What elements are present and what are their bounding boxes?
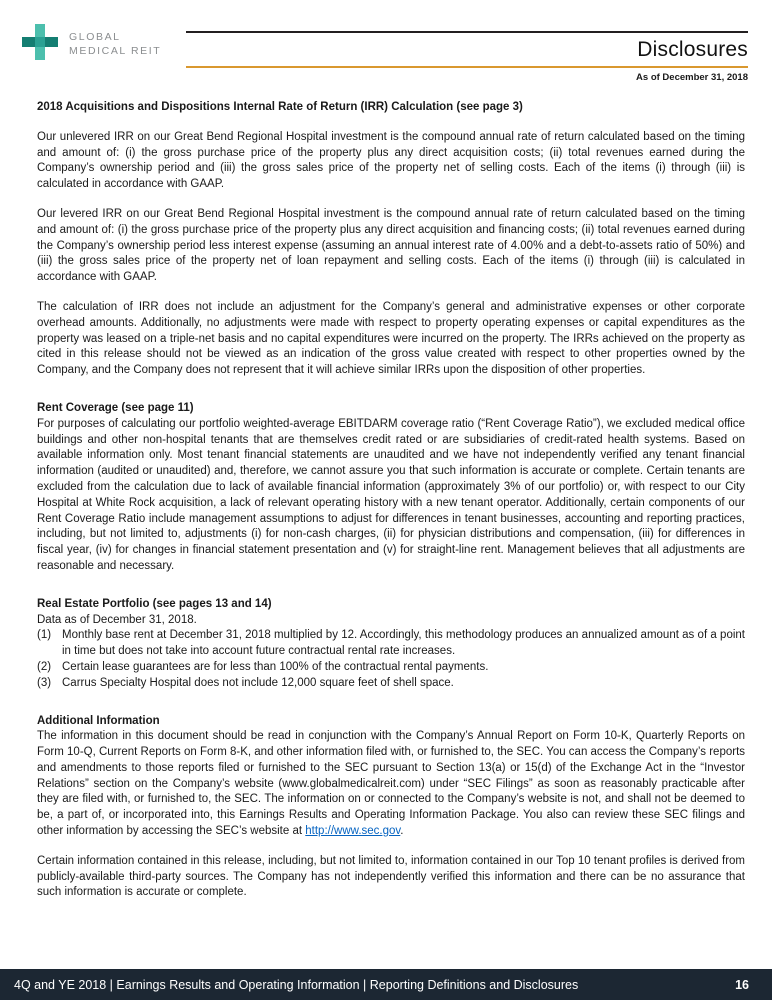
page-title: Disclosures	[637, 38, 748, 61]
company-name-line2: MEDICAL REIT	[69, 44, 162, 57]
section-irr-calculation	[37, 100, 745, 379]
footnote-marker: (2)	[37, 660, 52, 673]
section-heading: Additional Information	[37, 714, 160, 727]
footnote-marker: (1)	[37, 629, 52, 642]
paragraph: Our unlevered IRR on our Great Bend Regional Hospital investment is the compound annual rate of return calculated based on the timing and amount of: (i) the gross purchase price of the property plus any direct acquisition costs; (ii) total revenues earned during the Company’s ownership period and (iii) the gross sales price of the property net of selling costs. Each of the items (i) through (iii) is calculated in accordance with GAAP.	[37, 130, 745, 191]
footnote-item	[37, 676, 745, 692]
section-heading: Real Estate Portfolio (see pages 13 and 14)	[37, 597, 272, 610]
paragraph	[37, 729, 745, 840]
section-real-estate-portfolio	[37, 597, 745, 692]
footnote-item	[37, 628, 745, 660]
section-rent-coverage	[37, 401, 745, 575]
section-heading: Rent Coverage (see page 11)	[37, 401, 194, 414]
medical-cross-logo-icon	[20, 22, 60, 67]
document-body	[37, 100, 745, 901]
footnote-text: Certain lease guarantees are for less than 100% of the contractual rental payments.	[62, 660, 489, 673]
paragraph-text: .	[400, 825, 404, 838]
section-additional-information	[37, 714, 745, 902]
footnote-marker: (3)	[37, 676, 52, 689]
footer-text: 4Q and YE 2018 | Earnings Results and Operating Information | Reporting Definitions and Disclosures	[14, 977, 579, 992]
company-name	[69, 31, 161, 58]
header-top-rule	[186, 31, 748, 33]
header-accent-rule	[186, 66, 748, 68]
company-name-line1: GLOBAL	[69, 30, 121, 43]
page-number: 16	[735, 977, 749, 992]
paragraph: Our levered IRR on our Great Bend Regional Hospital investment is the compound annual rate of return calculated based on the timing and amount of: (i) the gross purchase price of the property plus any direct acquisition and financing costs; (ii) total revenues earned during the Company’s ownership period less interest expense (assuming an annual interest rate of 4.00% and a debt-to-assets ratio of 50%) and (iii) the gross sales price of the property net of loan repayment and selling costs. Each of the items (i) through (iii) is calculated in accordance with GAAP.	[37, 207, 745, 284]
company-logo	[20, 22, 172, 67]
paragraph-text: The information in this document should be read in conjunction with the Company’s Annual Report on Form 10-K, Quarterly Reports on Form 10-Q, Current Reports on Form 8-K, and other information filed with, or furnished to, the SEC. You can access the Company’s reports and amendments to those reports filed or furnished to the SEC pursuant to Section 13(a) or 15(d) of the Exchange Act in the “Investor Relations” section on the Company’s website (www.globalmedicalreit.com) under “SEC Filings” as soon as reasonably practicable after they are filed with, or furnished to, the SEC. The information on or connected to the Company’s website is not, and shall not be deemed to be, a part of, or incorporated into, this Earnings Results and Operating Information Package. You also can review these SEC filings and other information by accessing the SEC’s website at	[37, 730, 746, 838]
as-of-date: As of December 31, 2018	[636, 72, 748, 83]
footnote-text: Monthly base rent at December 31, 2018 multiplied by 12. Accordingly, this methodology produces an annualized amount as of a point in time but does not take into account future contractual rental rate increases.	[62, 629, 745, 658]
footnote-text: Carrus Specialty Hospital does not include 12,000 square feet of shell space.	[62, 676, 454, 689]
section-heading: 2018 Acquisitions and Dispositions Internal Rate of Return (IRR) Calculation (see page 3)	[37, 101, 523, 113]
sec-website-link[interactable]: http://www.sec.gov	[305, 825, 401, 838]
page-footer	[0, 969, 772, 1000]
paragraph: The calculation of IRR does not include an adjustment for the Company’s general and administrative expenses or other corporate overhead amounts. Additionally, no adjustments were made with respect to property operating expenses or capital expenditures as the property was leased on a triple-net basis and no capital expenditures were incurred on the property. The IRRs achieved on the property as cited in this release should not be viewed as an indication of the gross value created with respect to other properties owned by the Company, and the Company does not represent that it will achieve similar IRRs upon the disposition of other properties.	[37, 300, 745, 377]
page-header	[20, 22, 748, 83]
paragraph: Certain information contained in this release, including, but not limited to, information contained in our Top 10 tenant profiles is derived from publicly-available third-party sources. The Company has not independently verified this information and there can be no assurance that such information is accurate or complete.	[37, 854, 745, 899]
footnote-item	[37, 660, 745, 676]
section-intro: Data as of December 31, 2018.	[37, 613, 197, 626]
paragraph: For purposes of calculating our portfolio weighted-average EBITDARM coverage ratio (“Rent Coverage Ratio”), we excluded medical office buildings and other non-hospital tenants that are themselves credit rated or are subsidiaries of credit-rated health systems. Based on available information only. Most tenant financial statements are unaudited and we have not independently verified any tenant financial information (audited or unaudited) and, therefore, we cannot assure you that such information is accurate or complete. Certain tenants are excluded from the calculation due to lack of available financial information (approximately 3% of our portfolio) or, with respect to our City Hospital at White Rock acquisition, a lack of relevant operating history with a new tenant operator. Additionally, certain components of our Rent Coverage Ratio include management assumptions to adjust for differences in tenant businesses, accounting and reporting practices, including, but not limited to, adjustments (i) for non-cash charges, (ii) for physician distributions and compensation, (iii) for differences in fiscal year, (iv) for changes in financial statement presentation and (v) for straight-line rent. Management believes that all adjustments are reasonable and necessary.	[37, 417, 745, 572]
header-title-block	[172, 22, 748, 83]
